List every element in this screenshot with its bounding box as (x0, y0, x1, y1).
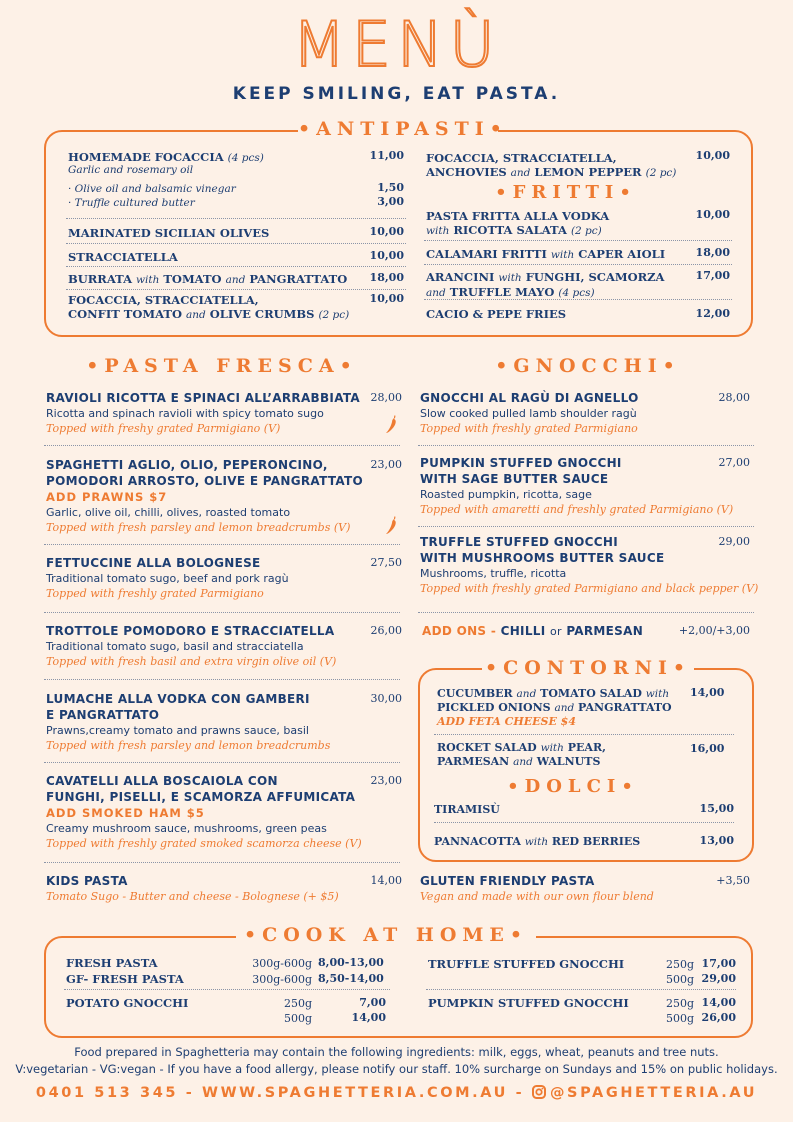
cook-at-home-heading: •COOK AT HOME• (236, 924, 536, 946)
gnocchi-item: PUMPKIN STUFFED GNOCCHI WITH SAGE BUTTER SAUCE Roasted pumpkin, ricotta, sage Topped with amaretti and freshly grated Parmigiano (V) (420, 456, 734, 516)
divider (44, 612, 400, 613)
rocket-salad-item: ROCKET SALAD with PEAR, PARMESAN and WALNUTS (437, 741, 606, 768)
potato-gnocchi-weight: 250g (283, 997, 312, 1010)
divider (424, 264, 732, 265)
divider (434, 822, 734, 823)
tiramisu-price: 15,00 (699, 802, 734, 815)
fresh-pasta-item: FRESH PASTA (66, 956, 158, 970)
focaccia-item: HOMEMADE FOCACCIA (4 pcs) (68, 150, 264, 164)
gf-pasta-price: 8,50-14,00 (318, 972, 384, 985)
gnocchi-price: 29,00 (718, 535, 750, 548)
divider (44, 544, 400, 545)
stracciatella-price: 10,00 (369, 249, 404, 262)
arancini-item: ARANCINI with FUNGHI, SCAMORZA and TRUFFLE MAYO (4 pcs) (426, 270, 665, 299)
pasta-item: KIDS PASTA Tomato Sugo - Butter and cheese - Bolognese (+ $5) (46, 874, 339, 903)
divider (66, 218, 406, 219)
addons-price: +2,00/+3,00 (678, 624, 750, 637)
focaccia-confit-item: FOCACCIA, STRACCIATELLA, CONFIT TOMATO and OLIVE CRUMBS (2 pc) (68, 293, 350, 321)
contorni-heading: •CONTORNI• (482, 657, 694, 679)
fresh-pasta-weight: 300g-600g (252, 957, 312, 970)
pasta-fresca-heading: •PASTA FRESCA• (72, 355, 372, 377)
focaccia-anchovies-price: 10,00 (695, 149, 730, 162)
cacio-fries-price: 12,00 (695, 307, 730, 320)
potato-gnocchi-price: 14,00 (351, 1011, 386, 1024)
focaccia-sub: Garlic and rosemary oil (68, 164, 194, 176)
cucumber-salad-item: CUCUMBER and TOMATO SALAD with PICKLED ONIONS and PANGRATTATO ADD FETA CHEESE $4 (437, 687, 672, 728)
cook-at-home-box (44, 936, 753, 1038)
opt1-price: 1,50 (377, 181, 404, 194)
allergen-note: Food prepared in Spaghetteria may contain the following ingredients: milk, eggs, wheat, peanuts and tree nuts. (74, 1045, 719, 1059)
pasta-price: 26,00 (370, 624, 402, 637)
pasta-price: 23,00 (370, 458, 402, 471)
divider (434, 734, 734, 735)
opt2: · Truffle cultured butter (68, 197, 195, 209)
pasta-fritta-item: PASTA FRITTA ALLA VODKA with RICOTTA SALATA (2 pc) (426, 209, 610, 237)
pumpkin-gnocchi-weight: 250g (665, 997, 694, 1010)
divider (424, 299, 732, 300)
tagline: KEEP SMILING, EAT PASTA. (232, 84, 561, 104)
pasta-price: 27,50 (370, 556, 402, 569)
potato-gnocchi-price: 7,00 (359, 996, 386, 1009)
gluten-friendly-price: +3,50 (716, 874, 750, 887)
potato-gnocchi-weight: 500g (283, 1012, 312, 1025)
olives-item: MARINATED SICILIAN OLIVES (68, 226, 270, 240)
divider (66, 289, 406, 290)
gnocchi-price: 27,00 (718, 456, 750, 469)
pasta-price: 23,00 (370, 774, 402, 787)
divider (426, 989, 736, 990)
gnocchi-heading: •GNOCCHI• (478, 355, 698, 377)
pasta-price: 30,00 (370, 692, 402, 705)
calamari-price: 18,00 (695, 246, 730, 259)
arancini-price: 17,00 (695, 269, 730, 282)
fritti-heading: •FRITTI• (486, 182, 646, 203)
divider (44, 445, 400, 446)
gnocchi-item: TRUFFLE STUFFED GNOCCHI WITH MUSHROOMS BUTTER SAUCE Mushrooms, truffle, ricotta Topped with freshly grated Parmigiano and black pepper (V) (420, 535, 759, 595)
divider (64, 989, 390, 990)
instagram-icon (532, 1085, 546, 1099)
pasta-item: LUMACHE ALLA VODKA CON GAMBERI E PANGRATTATO Prawns,creamy tomato and prawns sauce, basil Topped with fresh parsley and lemon breadcrumbs (46, 692, 331, 752)
divider (424, 240, 732, 241)
truffle-gnocchi-price: 29,00 (701, 972, 736, 985)
gluten-friendly-item: GLUTEN FRIENDLY PASTA Vegan and made with our own flour blend (420, 874, 654, 903)
gnocchi-price: 28,00 (718, 391, 750, 404)
divider (66, 266, 406, 267)
pasta-item: RAVIOLI RICOTTA E SPINACI ALL’ARRABBIATA Ricotta and spinach ravioli with spicy tomato sugo Topped with freshy grated Parmigiano (V) (46, 391, 360, 435)
chili-icon (385, 515, 399, 535)
fresh-pasta-price: 8,00-13,00 (318, 956, 384, 969)
pumpkin-gnocchi-price: 26,00 (701, 1011, 736, 1024)
pasta-fritta-price: 10,00 (695, 208, 730, 221)
pasta-item: SPAGHETTI AGLIO, OLIO, PEPERONCINO, POMODORI ARROSTO, OLIVE E PANGRATTATO ADD PRAWNS $7 Garlic, olive oil, chilli, olives, roasted tomato Topped with fresh parsley and lemon breadcrumbs (V) (46, 458, 364, 534)
antipasti-heading: •ANTIPASTI• (298, 118, 508, 140)
chili-icon (385, 414, 399, 434)
divider (44, 762, 400, 763)
burrata-item: BURRATA with TOMATO and PANGRATTATO (68, 272, 348, 286)
focaccia-confit-price: 10,00 (369, 292, 404, 305)
divider (66, 243, 406, 244)
opt2-price: 3,00 (377, 195, 404, 208)
pasta-item: CAVATELLI ALLA BOSCAIOLA CON FUNGHI, PISELLI, E SCAMORZA AFFUMICATA ADD SMOKED HAM $5 Creamy mushroom sauce, mushrooms, green peas Topped with freshly grated smoked scamorza cheese (V) (46, 774, 362, 850)
truffle-gnocchi-item: TRUFFLE STUFFED GNOCCHI (428, 957, 625, 971)
truffle-gnocchi-price: 17,00 (701, 957, 736, 970)
contact-line (0, 1085, 793, 1101)
dolci-heading: •DOLCI• (488, 776, 658, 797)
pannacotta-price: 13,00 (699, 834, 734, 847)
pannacotta-item: PANNACOTTA with RED BERRIES (434, 835, 641, 848)
burrata-price: 18,00 (369, 271, 404, 284)
divider (418, 445, 754, 446)
olives-price: 10,00 (369, 225, 404, 238)
pasta-price: 14,00 (370, 874, 402, 887)
menu-title: MENÙ (292, 8, 501, 81)
pumpkin-gnocchi-weight: 500g (665, 1012, 694, 1025)
calamari-item: CALAMARI FRITTI with CAPER AIOLI (426, 247, 666, 261)
surcharge-note: V:vegetarian - VG:vegan - If you have a food allergy, please notify our staff. 10% surcharge on Sundays and 15% on public holidays. (15, 1062, 778, 1076)
cucumber-salad-price: 14,00 (690, 686, 725, 699)
gf-pasta-item: GF- FRESH PASTA (66, 972, 184, 986)
stracciatella-item: STRACCIATELLA (68, 250, 178, 264)
truffle-gnocchi-weight: 500g (665, 973, 694, 986)
pasta-item: FETTUCCINE ALLA BOLOGNESE Traditional tomato sugo, beef and pork ragù Topped with freshly grated Parmigiano (46, 556, 289, 600)
pumpkin-gnocchi-price: 14,00 (701, 996, 736, 1009)
instagram-handle[interactable]: @SPAGHETTERIA.AU (549, 1085, 758, 1101)
contact-text[interactable]: 0401 513 345 - WWW.SPAGHETTERIA.COM.AU - (35, 1085, 532, 1101)
rocket-salad-price: 16,00 (690, 742, 725, 755)
truffle-gnocchi-weight: 250g (665, 958, 694, 971)
divider (418, 526, 754, 527)
focaccia-price: 11,00 (369, 149, 404, 162)
divider (418, 612, 754, 613)
addons-item: ADD ONS - CHILLI or PARMESAN (422, 624, 644, 638)
potato-gnocchi-item: POTATO GNOCCHI (66, 996, 189, 1010)
gnocchi-item: GNOCCHI AL RAGÙ DI AGNELLO Slow cooked pulled lamb shoulder ragù Topped with freshly grated Parmigiano (420, 391, 639, 435)
pasta-item: TROTTOLE POMODORO E STRACCIATELLA Traditional tomato sugo, basil and stracciatella Topped with fresh basil and extra virgin olive oil (V) (46, 624, 337, 668)
pumpkin-gnocchi-item: PUMPKIN STUFFED GNOCCHI (428, 996, 629, 1010)
divider (44, 862, 400, 863)
pasta-price: 28,00 (370, 391, 402, 404)
opt1: · Olive oil and balsamic vinegar (68, 183, 236, 195)
tiramisu-item: TIRAMISÙ (434, 803, 500, 816)
gf-pasta-weight: 300g-600g (252, 973, 312, 986)
divider (44, 679, 400, 680)
focaccia-anchovies-item: FOCACCIA, STRACCIATELLA, ANCHOVIES and LEMON PEPPER (2 pc) (426, 151, 677, 179)
cacio-fries-item: CACIO & PEPE FRIES (426, 307, 567, 321)
